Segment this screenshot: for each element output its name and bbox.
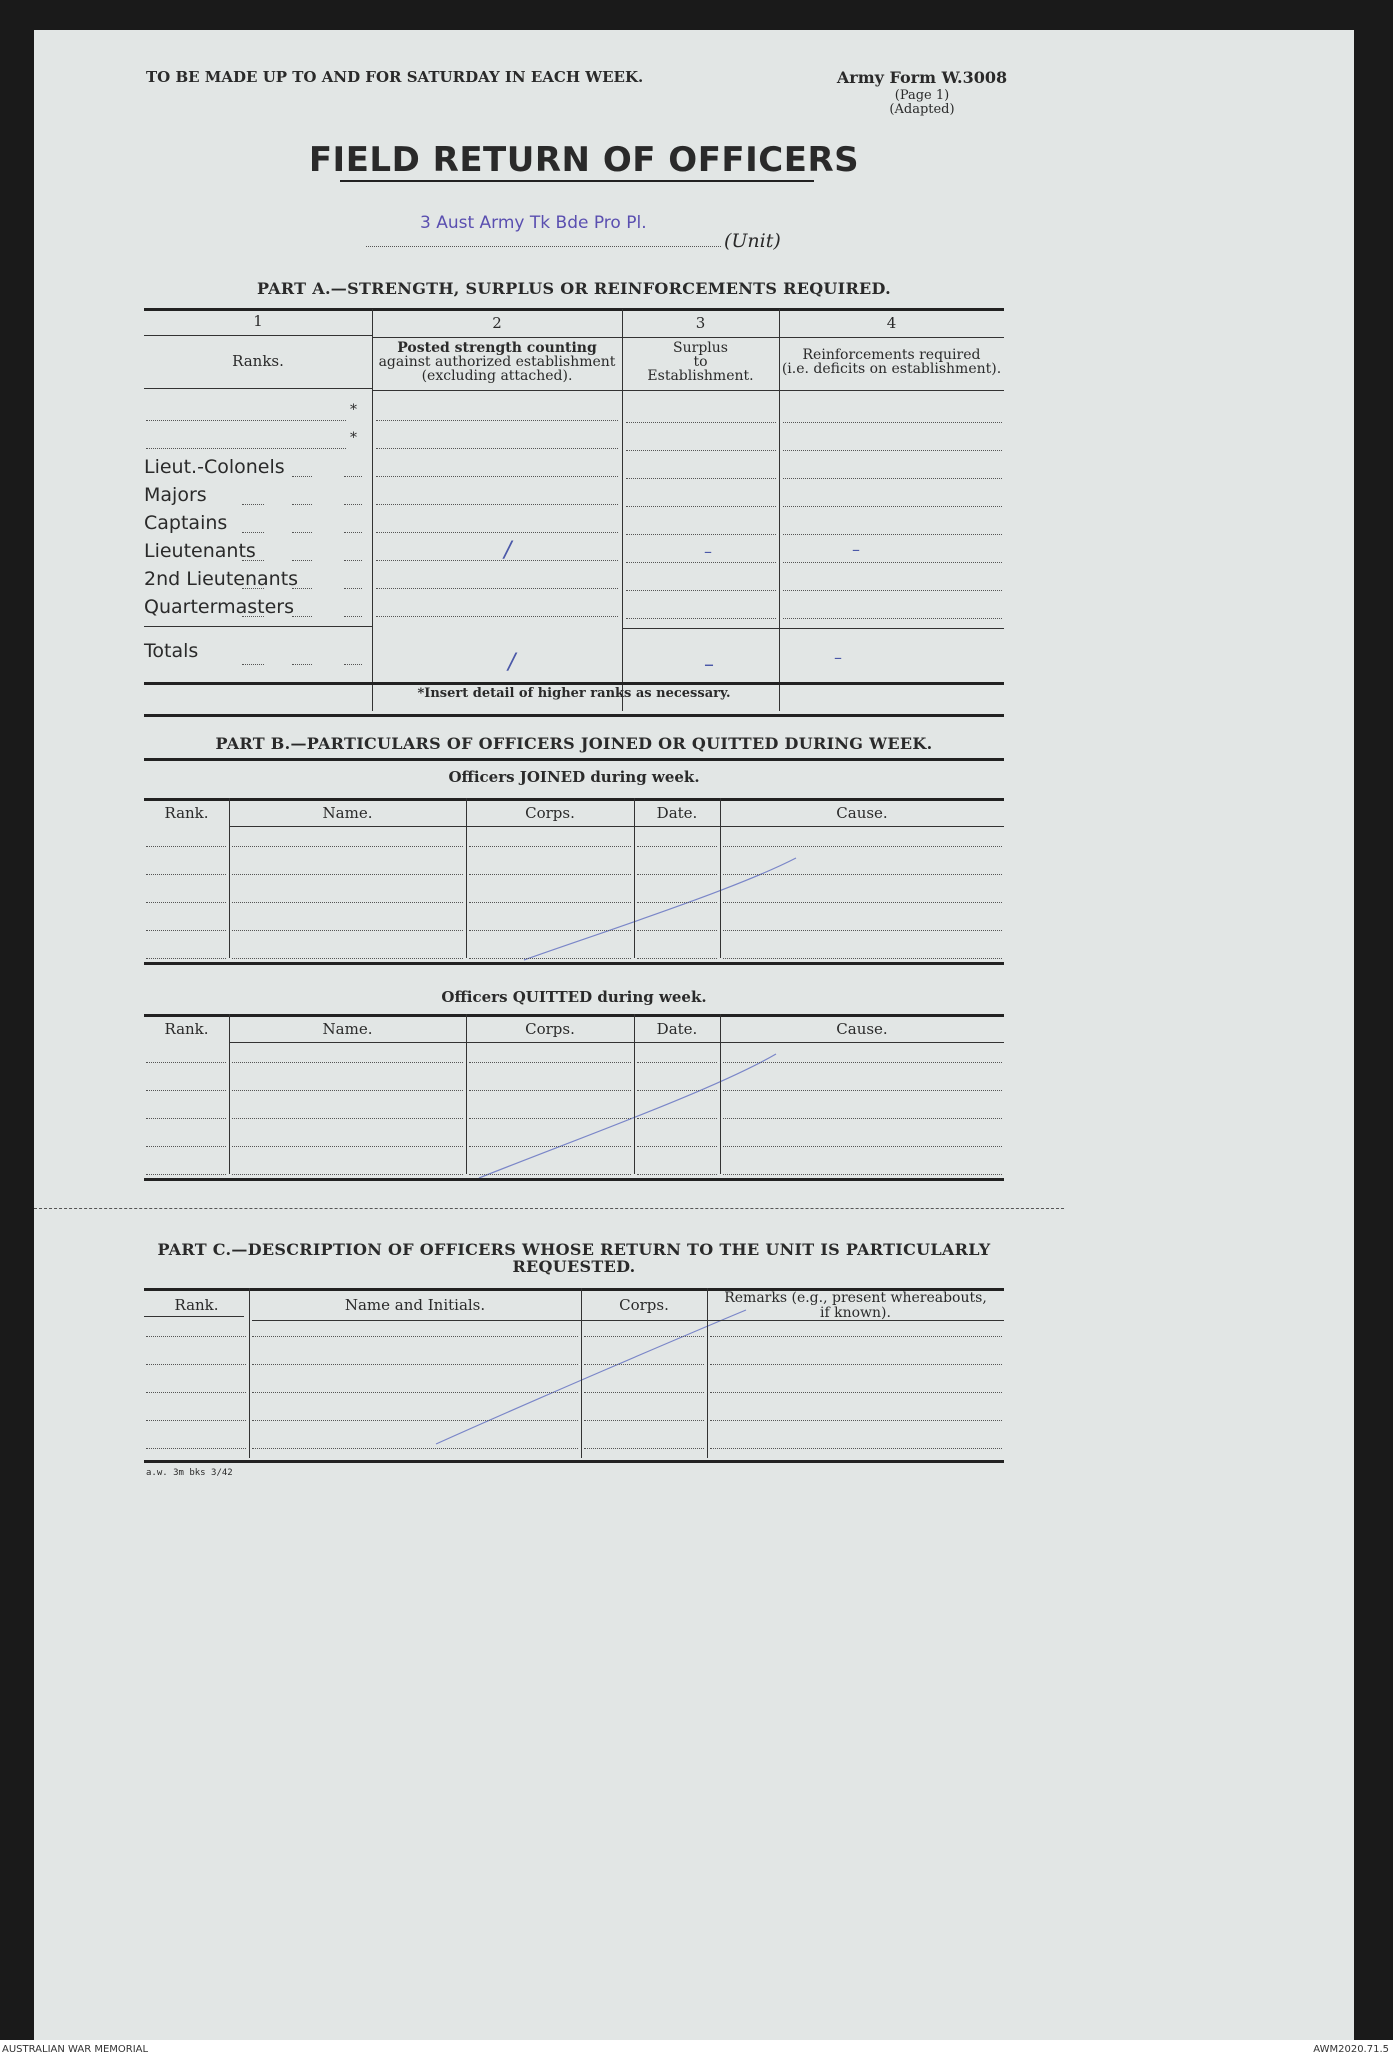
table-row-line xyxy=(469,1146,631,1147)
table-row-line xyxy=(723,1062,1002,1063)
table-row-line xyxy=(146,1174,226,1175)
table-row-line xyxy=(146,902,226,903)
table-row-line xyxy=(723,1090,1002,1091)
table-row-line xyxy=(584,1420,704,1421)
table-row-line xyxy=(146,1062,226,1063)
col-divider xyxy=(720,798,721,958)
table-row-line xyxy=(146,1420,246,1421)
data-row-line xyxy=(626,422,776,423)
table-row-line xyxy=(252,1336,578,1337)
instruction-text: TO BE MADE UP TO AND FOR SATURDAY IN EACH WEEK. xyxy=(146,68,644,86)
table-row-line xyxy=(584,1448,704,1449)
table-row-line xyxy=(637,1118,717,1119)
table-row-line xyxy=(146,1392,246,1393)
table-row-line xyxy=(232,1062,463,1063)
table-row-line xyxy=(637,958,717,959)
table-row-line xyxy=(232,846,463,847)
col-divider xyxy=(229,798,230,958)
data-row-line xyxy=(783,450,1002,451)
part-c-cancel-stroke xyxy=(436,1310,746,1444)
leader-dots xyxy=(344,532,362,533)
leader-dots xyxy=(292,504,312,505)
data-row-line xyxy=(783,506,1002,507)
form-adapted: (Adapted) xyxy=(889,102,955,117)
form-page xyxy=(34,30,1354,2040)
column-header: Date. xyxy=(656,1020,698,1038)
part-a-title: PART A.—STRENGTH, SURPLUS OR REINFORCEMENTS REQUIRED. xyxy=(256,279,892,298)
col-divider xyxy=(634,798,635,958)
column-header: Rank. xyxy=(174,1296,219,1314)
data-row-line xyxy=(376,448,618,449)
col-number-3: 3 xyxy=(695,314,706,332)
table-bottom-rule xyxy=(144,1460,1004,1463)
table-row-line xyxy=(252,1392,578,1393)
column-header: Name. xyxy=(322,1020,373,1038)
surplus-header-line: Establishment. xyxy=(647,368,754,384)
column-header: Corps. xyxy=(525,1020,575,1038)
col-number-4: 4 xyxy=(886,314,897,332)
col-number-1: 1 xyxy=(253,312,263,330)
table-top-rule xyxy=(144,798,1004,801)
leader-dots xyxy=(292,588,312,589)
table-top-rule xyxy=(144,1014,1004,1017)
table-row-line xyxy=(469,1118,631,1119)
column-header: Cause. xyxy=(836,1020,888,1038)
ranks-header: Ranks. xyxy=(232,352,284,370)
data-row-line xyxy=(783,590,1002,591)
table-row-line xyxy=(232,930,463,931)
data-row-line xyxy=(376,504,618,505)
table-bottom-rule xyxy=(144,1178,1004,1181)
unit-stamp: 3 Aust Army Tk Bde Pro Pl. xyxy=(420,213,647,233)
data-row-line xyxy=(626,534,776,535)
joined-title: Officers JOINED during week. xyxy=(448,768,700,786)
table-row-line xyxy=(146,1146,226,1147)
table-row-line xyxy=(146,958,226,959)
reinforcements-header-line: Reinforcements required xyxy=(802,347,981,363)
data-row-line xyxy=(626,450,776,451)
unit-label: (Unit) xyxy=(724,230,781,252)
table-row-line xyxy=(146,1364,246,1365)
lieutenants-surplus-mark: – xyxy=(704,542,712,561)
part-c-title-line1: PART C.—DESCRIPTION OF OFFICERS WHOSE RETURN TO THE UNIT IS PARTICULARLY xyxy=(157,1240,991,1259)
data-row-line xyxy=(783,534,1002,535)
column-header: Cause. xyxy=(836,804,888,822)
rank-lieut-colonels: Lieut.-Colonels xyxy=(144,456,285,478)
table-row-line xyxy=(146,1336,246,1337)
table-row-line xyxy=(637,902,717,903)
archive-footer xyxy=(0,2040,1393,2061)
leader-dots xyxy=(344,664,362,665)
table-row-line xyxy=(252,1364,578,1365)
col-divider xyxy=(720,1014,721,1174)
data-row-line xyxy=(376,560,618,561)
table-row-line xyxy=(710,1392,1002,1393)
table-row-line xyxy=(723,1174,1002,1175)
leader-dots xyxy=(292,560,312,561)
table-row-line xyxy=(584,1392,704,1393)
leader-dots xyxy=(344,560,362,561)
leader-dots xyxy=(292,616,312,617)
table-row-line xyxy=(469,930,631,931)
table-row-line xyxy=(252,1448,578,1449)
posted-header-line: against authorized establishment xyxy=(378,354,616,370)
col-divider xyxy=(581,1288,582,1458)
data-row-line xyxy=(626,562,776,563)
table-row-line xyxy=(469,1174,631,1175)
table-row-line xyxy=(232,1146,463,1147)
table-row-line xyxy=(723,930,1002,931)
col-divider xyxy=(466,1014,467,1174)
data-row-line xyxy=(376,476,618,477)
table-row-line xyxy=(723,874,1002,875)
table-row-line xyxy=(710,1420,1002,1421)
table-row-line xyxy=(637,930,717,931)
column-header: Date. xyxy=(656,804,698,822)
posted-header-line: (excluding attached). xyxy=(421,368,573,384)
leader-dots xyxy=(242,532,264,533)
part-c-title-line2: REQUESTED. xyxy=(512,1257,636,1276)
table-row-line xyxy=(723,902,1002,903)
column-header: Rank. xyxy=(164,804,209,822)
totals-reinforcements-mark: – xyxy=(834,648,842,667)
data-row-line xyxy=(376,588,618,589)
col-divider xyxy=(229,1014,230,1174)
table-row-line xyxy=(232,1090,463,1091)
table-row-line xyxy=(710,1364,1002,1365)
table-row-line xyxy=(723,1118,1002,1119)
col-divider xyxy=(634,1014,635,1174)
header-rule xyxy=(229,826,1004,827)
part-b-title: PART B.—PARTICULARS OF OFFICERS JOINED OR QUITTED DURING WEEK. xyxy=(215,734,933,753)
table-row-line xyxy=(723,846,1002,847)
leader-dots xyxy=(344,476,362,477)
leader-dots xyxy=(344,504,362,505)
asterisk-2: * xyxy=(350,430,357,446)
data-row-line xyxy=(376,532,618,533)
leader-dots xyxy=(242,504,264,505)
leader-dots xyxy=(344,588,362,589)
table-row-line xyxy=(710,1448,1002,1449)
table-row-line xyxy=(723,958,1002,959)
column-header: Corps. xyxy=(525,804,575,822)
table-row-line xyxy=(710,1336,1002,1337)
data-row-line xyxy=(783,422,1002,423)
col-number-2: 2 xyxy=(492,314,502,332)
totals-label: Totals xyxy=(144,640,199,662)
table-row-line xyxy=(232,902,463,903)
table-row-line xyxy=(469,874,631,875)
reinforcements-header-line: (i.e. deficits on establishment). xyxy=(781,361,1002,377)
leader-dots xyxy=(344,616,362,617)
table-row-line xyxy=(232,958,463,959)
data-row-line xyxy=(626,590,776,591)
column-header: Name. xyxy=(322,804,373,822)
data-row-line xyxy=(783,618,1002,619)
table-row-line xyxy=(469,846,631,847)
column-header: if known). xyxy=(820,1305,891,1321)
data-row-line xyxy=(626,618,776,619)
table-row-line xyxy=(637,1062,717,1063)
data-row-line xyxy=(783,478,1002,479)
surplus-header-line: to xyxy=(693,354,708,370)
table-row-line xyxy=(637,1146,717,1147)
table-row-line xyxy=(232,874,463,875)
quitted-cancel-stroke xyxy=(479,1054,776,1178)
table-row-line xyxy=(252,1420,578,1421)
table-row-line xyxy=(146,1118,226,1119)
table-row-line xyxy=(146,930,226,931)
data-row-line xyxy=(626,506,776,507)
rank-lieutenants: Lieutenants xyxy=(144,540,256,562)
rank-majors: Majors xyxy=(144,484,207,506)
leader-dots xyxy=(242,664,264,665)
leader-dots xyxy=(292,476,312,477)
table-row-line xyxy=(469,902,631,903)
surplus-header-line: Surplus xyxy=(673,340,728,356)
table-row-line xyxy=(584,1336,704,1337)
header-rule xyxy=(252,1320,1004,1321)
table-row-line xyxy=(232,1174,463,1175)
table-row-line xyxy=(637,1090,717,1091)
table-row-line xyxy=(469,958,631,959)
rank-captains: Captains xyxy=(144,512,228,534)
leader-dots xyxy=(242,588,264,589)
data-row-line xyxy=(783,562,1002,563)
totals-posted-mark: / xyxy=(508,650,516,675)
header-rule xyxy=(144,1316,244,1317)
lieutenants-posted-mark: / xyxy=(504,538,512,563)
table-row-line xyxy=(637,1174,717,1175)
form-number: Army Form W.3008 xyxy=(836,68,1008,87)
table-row-line xyxy=(637,846,717,847)
table-bottom-rule xyxy=(144,962,1004,965)
table-row-line xyxy=(146,846,226,847)
leader-dots xyxy=(242,616,264,617)
form-page-number: (Page 1) xyxy=(894,88,950,103)
data-row-line xyxy=(376,616,618,617)
table-row-line xyxy=(469,1090,631,1091)
table-row-line xyxy=(146,874,226,875)
col-divider xyxy=(707,1288,708,1458)
part-a-footnote: *Insert detail of higher ranks as necessary. xyxy=(417,686,731,701)
lieutenants-reinforcements-mark: – xyxy=(852,540,860,559)
header-rule xyxy=(229,1042,1004,1043)
table-row-line xyxy=(469,1062,631,1063)
print-code: a.w. 3m bks 3/42 xyxy=(146,1468,233,1478)
col-divider xyxy=(249,1288,250,1458)
data-row-line xyxy=(626,478,776,479)
footer-right: AWM2020.71.5 xyxy=(1313,2044,1389,2055)
column-header: Corps. xyxy=(619,1296,669,1314)
column-header: Name and Initials. xyxy=(344,1296,486,1314)
page-title: FIELD RETURN OF OFFICERS xyxy=(308,140,860,180)
column-header: Remarks (e.g., present whereabouts, xyxy=(724,1290,987,1306)
data-row-line xyxy=(376,420,618,421)
table-row-line xyxy=(637,874,717,875)
asterisk-1: * xyxy=(350,402,357,418)
table-row-line xyxy=(146,1090,226,1091)
footer-left: AUSTRALIAN WAR MEMORIAL xyxy=(2,2044,149,2055)
rank-quartermasters: Quartermasters xyxy=(144,596,294,618)
column-header: Rank. xyxy=(164,1020,209,1038)
leader-dots xyxy=(292,664,312,665)
leader-dots xyxy=(242,560,264,561)
col-divider xyxy=(466,798,467,958)
table-row-line xyxy=(146,1448,246,1449)
table-row-line xyxy=(232,1118,463,1119)
posted-header-line: Posted strength counting xyxy=(397,340,597,356)
table-row-line xyxy=(584,1364,704,1365)
table-row-line xyxy=(723,1146,1002,1147)
leader-dots xyxy=(292,532,312,533)
totals-surplus-mark: – xyxy=(704,652,714,676)
rank-2nd-lieutenants: 2nd Lieutenants xyxy=(144,568,299,590)
quitted-title: Officers QUITTED during week. xyxy=(441,988,707,1006)
